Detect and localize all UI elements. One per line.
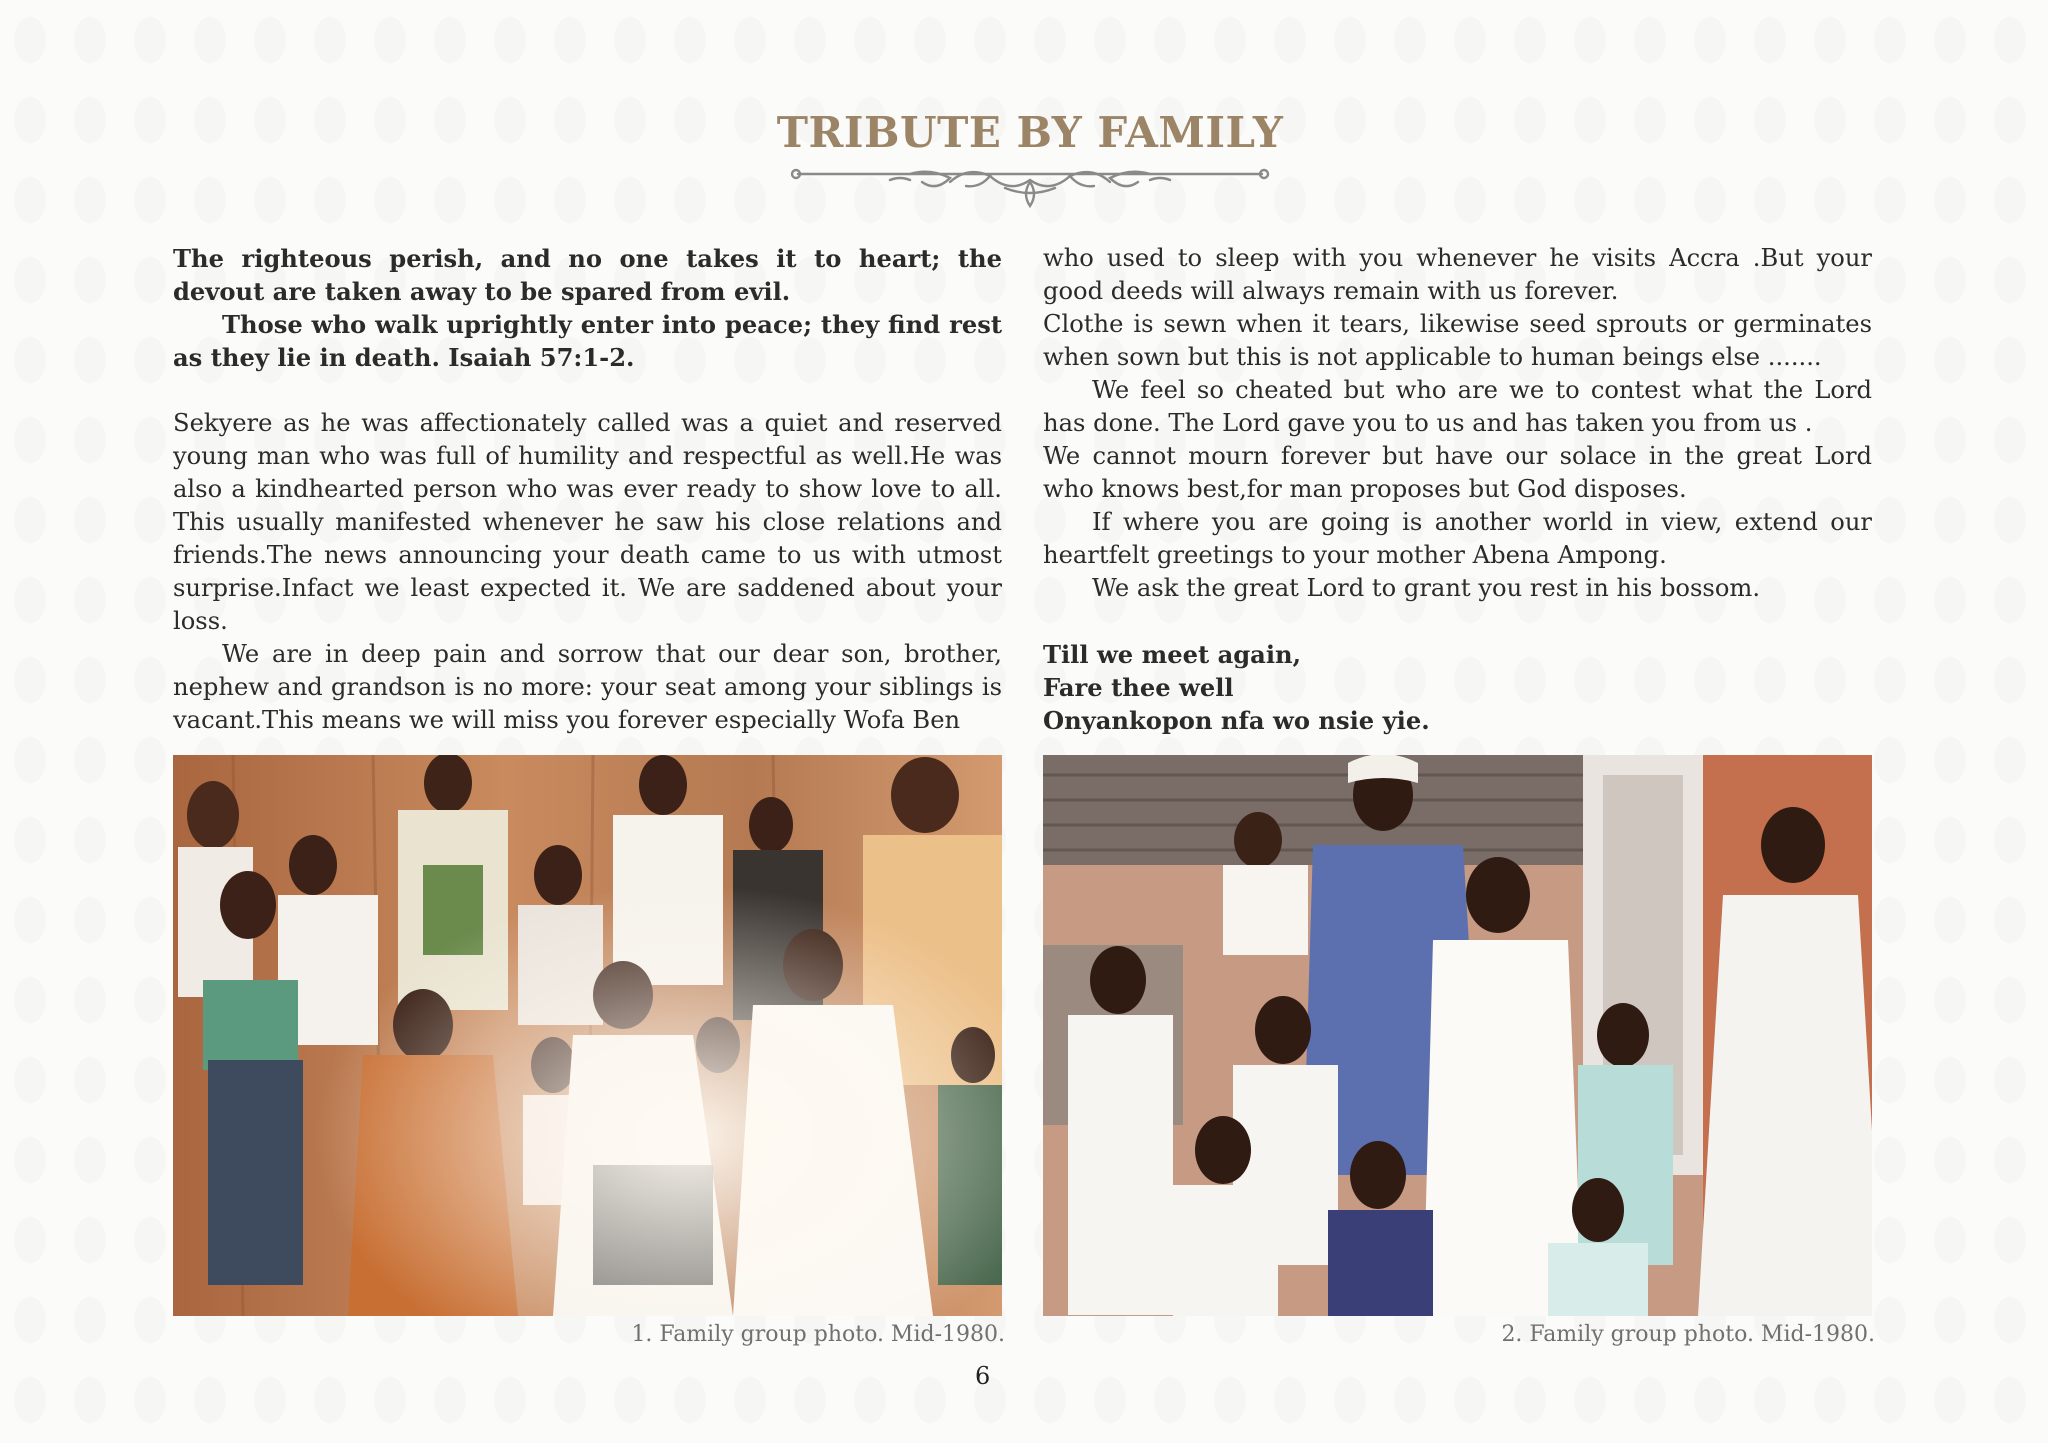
title-ornament xyxy=(790,160,1270,210)
tribute-paragraph: We are in deep pain and sorrow that our dear son, brother, nephew and grandson is no more: your seat among your siblings is vacant.This means we will miss you forever especially Wofa Ben xyxy=(173,640,1002,734)
tribute-paragraph: We cannot mourn forever but have our solace in the great Lord who knows best,for man proposes but God disposes. xyxy=(1043,442,1872,503)
family-photo-1-image xyxy=(173,755,1002,1316)
family-photo-1 xyxy=(173,755,1002,1316)
epigraph-line-2: Those who walk uprightly enter into peace; they find rest as they lie in death. Isaiah 57:1-2. xyxy=(173,310,1002,372)
page-number: 6 xyxy=(975,1362,991,1390)
tribute-paragraph: If where you are going is another world in view, extend our heartfelt greetings to your mother Abena Ampong. xyxy=(1043,508,1872,569)
tribute-paragraph: We ask the great Lord to grant you rest in his bossom. xyxy=(1092,574,1761,602)
family-photo-2-image xyxy=(1043,755,1872,1316)
photo-caption-2: 2. Family group photo. Mid-1980. xyxy=(1501,1322,1875,1347)
closing-line: Fare thee well xyxy=(1043,673,1234,702)
closing-line: Till we meet again, xyxy=(1043,640,1302,669)
right-text-column xyxy=(1043,242,1872,737)
left-text-column xyxy=(173,242,1002,737)
photo-caption-1: 1. Family group photo. Mid-1980. xyxy=(631,1322,1005,1347)
tribute-paragraph: Clothe is sewn when it tears, likewise seed sprouts or germinates when sown but this is not applicable to human beings else ....... xyxy=(1043,310,1872,371)
page-title: TRIBUTE BY FAMILY xyxy=(776,108,1284,157)
family-photo-2 xyxy=(1043,755,1872,1316)
epigraph-line-1: The righteous perish, and no one takes it to heart; the devout are taken away to be spared from evil. xyxy=(173,244,1002,306)
tribute-paragraph: Sekyere as he was affectionately called was a quiet and reserved young man who was full of humility and respectful as well.He was also a kindhearted person who was ever ready to show love to all. This usually manifested whenever he saw his close relations and friends.The news announcing your death came to us with utmost surprise.Infact we least expected it. We are saddened about your loss. xyxy=(173,409,1002,635)
tribute-paragraph: We feel so cheated but who are we to contest what the Lord has done. The Lord gave you to us and has taken you from us . xyxy=(1043,376,1872,437)
closing-line: Onyankopon nfa wo nsie yie. xyxy=(1043,706,1430,735)
tribute-paragraph: who used to sleep with you whenever he visits Accra .But your good deeds will always remain with us forever. xyxy=(1043,244,1872,305)
